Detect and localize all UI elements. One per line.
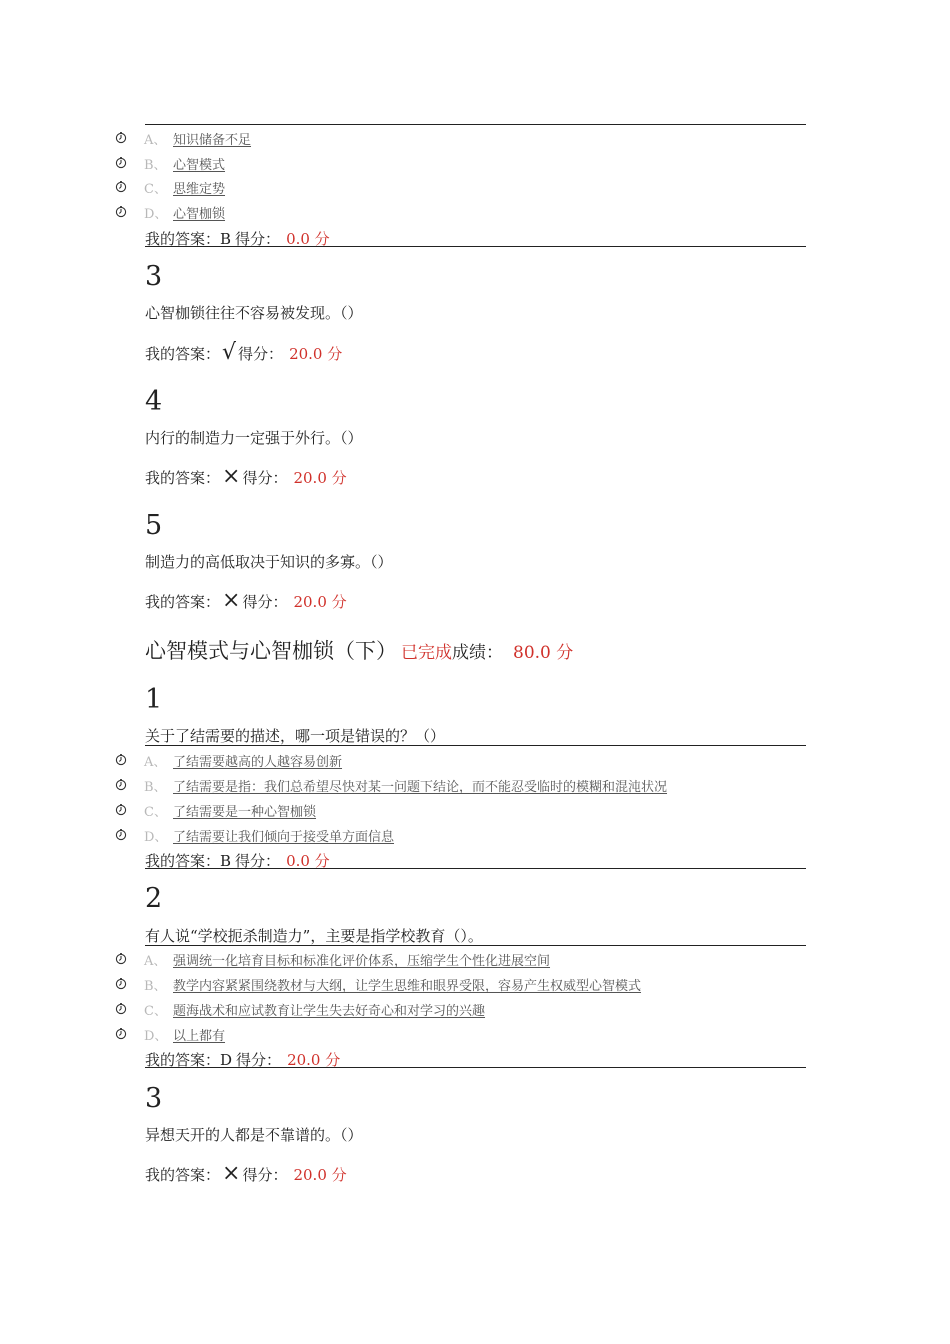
option-letter: B、	[144, 978, 167, 994]
my-answer-label: 我的答案：	[145, 593, 221, 611]
option-b[interactable]	[115, 974, 641, 994]
option-letter: D、	[144, 829, 168, 845]
divider	[145, 868, 806, 869]
option-b[interactable]	[115, 153, 225, 173]
option-d[interactable]	[115, 825, 394, 845]
section-status: 已完成	[401, 643, 452, 663]
clock-icon	[115, 206, 127, 218]
question-text: 内行的制造力一定强于外行。（）	[145, 429, 363, 447]
option-text[interactable]: 了结需要越高的人越容易创新	[173, 754, 343, 770]
clock-icon	[115, 181, 127, 193]
my-answer-label: 我的答案：	[145, 469, 221, 487]
divider	[145, 945, 806, 946]
score-label: 得分：	[242, 593, 288, 611]
score-label: 得分：	[235, 230, 281, 248]
option-letter: D、	[144, 1028, 168, 1044]
answer-line	[145, 340, 342, 365]
option-text[interactable]: 知识储备不足	[173, 132, 252, 148]
question-number: 1	[145, 684, 163, 715]
question-text: 有人说“学校扼杀制造力”，主要是指学校教育（）。	[145, 927, 483, 945]
option-a[interactable]	[115, 128, 251, 148]
score-value: 20.0 分	[287, 1051, 341, 1069]
answer-line	[145, 464, 347, 489]
question-number: 3	[145, 261, 163, 292]
divider	[145, 1067, 806, 1068]
clock-icon	[115, 132, 127, 144]
answer-value: D	[220, 1051, 233, 1069]
option-c[interactable]	[115, 800, 316, 820]
option-letter: A、	[144, 953, 167, 969]
score-value: 0.0 分	[286, 852, 330, 870]
option-c[interactable]	[115, 999, 485, 1019]
score-value: 20.0 分	[293, 469, 347, 487]
option-text[interactable]: 了结需要是一种心智枷锁	[173, 804, 317, 820]
score-label: 得分：	[242, 1166, 288, 1184]
section-heading	[145, 635, 573, 665]
clock-icon	[115, 1028, 127, 1040]
option-letter: B、	[144, 779, 167, 795]
option-letter: D、	[144, 206, 168, 222]
answer-mark: ×	[222, 588, 241, 613]
my-answer-label: 我的答案：	[145, 230, 221, 248]
score-value: 20.0 分	[293, 593, 347, 611]
question-text: 制造力的高低取决于知识的多寡。（）	[145, 553, 393, 571]
my-answer-label: 我的答案：	[145, 852, 221, 870]
option-a[interactable]	[115, 750, 342, 770]
option-text[interactable]: 思维定势	[173, 181, 226, 197]
option-b[interactable]	[115, 775, 667, 795]
score-label: 得分：	[235, 852, 281, 870]
score-label: 得分：	[238, 345, 284, 363]
option-text[interactable]: 教学内容紧紧围绕教材与大纲，让学生思维和眼界受限，容易产生权威型心智模式	[173, 978, 642, 994]
option-letter: C、	[144, 804, 167, 820]
answer-line	[145, 588, 347, 613]
score-value: 0.0 分	[286, 230, 330, 248]
question-text: 心智枷锁往往不容易被发现。（）	[145, 304, 363, 322]
option-text[interactable]: 了结需要是指：我们总希望尽快对某一问题下结论，而不能忍受临时的模糊和混沌状况	[173, 779, 668, 795]
option-d[interactable]	[115, 1024, 225, 1044]
clock-icon	[115, 157, 127, 169]
score-value: 20.0 分	[289, 345, 343, 363]
answer-value: B	[220, 852, 232, 870]
score-label: 得分：	[242, 469, 288, 487]
score-value: 20.0 分	[293, 1166, 347, 1184]
option-text[interactable]: 心智枷锁	[173, 206, 226, 222]
divider	[145, 246, 806, 247]
option-letter: C、	[144, 1003, 167, 1019]
divider	[145, 745, 806, 746]
option-text[interactable]: 心智模式	[173, 157, 226, 173]
clock-icon	[115, 804, 127, 816]
question-number: 3	[145, 1083, 163, 1114]
option-c[interactable]	[115, 177, 225, 197]
question-number: 2	[145, 883, 163, 914]
option-text[interactable]: 以上都有	[173, 1028, 226, 1044]
option-letter: B、	[144, 157, 167, 173]
option-letter: C、	[144, 181, 167, 197]
option-letter: A、	[144, 132, 167, 148]
score-label: 得分：	[236, 1051, 282, 1069]
option-letter: A、	[144, 754, 167, 770]
my-answer-label: 我的答案：	[145, 1166, 221, 1184]
option-text[interactable]: 了结需要让我们倾向于接受单方面信息	[173, 829, 395, 845]
answer-line	[145, 1161, 347, 1186]
clock-icon	[115, 779, 127, 791]
clock-icon	[115, 978, 127, 990]
grade-label: 成绩：	[452, 643, 503, 663]
answer-value: B	[220, 230, 232, 248]
option-a[interactable]	[115, 949, 550, 969]
option-text[interactable]: 强调统一化培育目标和标准化评价体系，压缩学生个性化进展空间	[173, 953, 551, 969]
question-number: 4	[145, 386, 163, 417]
option-d[interactable]	[115, 202, 225, 222]
grade-value: 80.0 分	[513, 643, 574, 663]
answer-mark: √	[222, 340, 237, 365]
clock-icon	[115, 754, 127, 766]
answer-mark: ×	[222, 464, 241, 489]
question-text: 异想天开的人都是不靠谱的。（）	[145, 1126, 363, 1144]
clock-icon	[115, 953, 127, 965]
question-text: 关于了结需要的描述，哪一项是错误的？（）	[145, 727, 446, 745]
clock-icon	[115, 829, 127, 841]
my-answer-label: 我的答案：	[145, 1051, 221, 1069]
my-answer-label: 我的答案：	[145, 345, 221, 363]
question-number: 5	[145, 510, 163, 541]
divider	[145, 124, 806, 125]
clock-icon	[115, 1003, 127, 1015]
option-text[interactable]: 题海战术和应试教育让学生失去好奇心和对学习的兴趣	[173, 1003, 486, 1019]
section-title[interactable]: 心智模式与心智枷锁（下）	[145, 639, 397, 663]
answer-mark: ×	[222, 1161, 241, 1186]
